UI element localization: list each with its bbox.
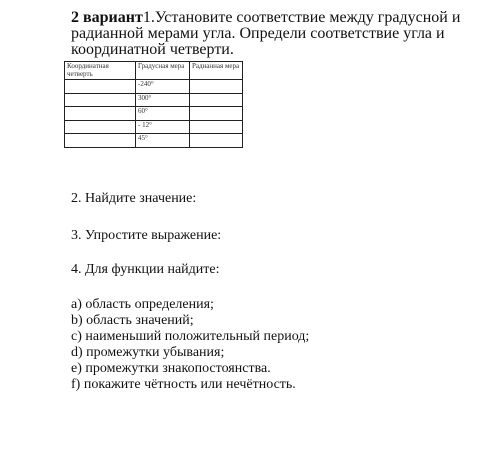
table-cell: [65, 80, 136, 94]
table-cell: [190, 80, 243, 94]
task-1-text-line-2: радианной мерами угла. Определи соответствие угла и: [71, 25, 445, 42]
table-cell: -240°: [136, 80, 190, 94]
table-row: [65, 120, 243, 134]
subtask-item: b) область значений;: [71, 313, 194, 328]
column-header-degree: Градусная мера: [136, 62, 190, 80]
table-cell: [65, 93, 136, 107]
subtask-item: c) наименьший положительный период;: [71, 329, 310, 344]
task-4: 4. Для функции найдите:: [71, 262, 220, 277]
angle-table: [64, 61, 243, 148]
variant-label: 2 вариант: [71, 9, 143, 26]
table-cell: 300°: [136, 93, 190, 107]
table-cell: [65, 134, 136, 148]
task-1-heading: [71, 10, 481, 58]
subtask-item: d) промежутки убывания;: [71, 345, 225, 360]
task-1-text-line-1: 1.Установите соответствие между градусной и: [142, 9, 461, 26]
table-row: [65, 107, 243, 121]
table-cell: [190, 107, 243, 121]
subtask-item: a) область определения;: [71, 297, 214, 312]
table-header-row: [65, 62, 243, 80]
table-cell: - 12°: [136, 120, 190, 134]
table-row: [65, 93, 243, 107]
subtask-item: f) покажите чётность или нечётность.: [71, 377, 296, 392]
task-3: 3. Упростите выражение:: [71, 228, 222, 243]
task-2: 2. Найдите значение:: [71, 191, 197, 206]
table-cell: [190, 93, 243, 107]
task-1-text-line-3: координатной четверти.: [71, 41, 234, 58]
table-cell: [65, 120, 136, 134]
subtask-item: e) промежутки знакопостоянства.: [71, 361, 271, 376]
table-cell: [190, 120, 243, 134]
table-cell: 60°: [136, 107, 190, 121]
column-header-quarter: Координатная четверть: [65, 62, 136, 80]
table-row: [65, 134, 243, 148]
table-row: [65, 80, 243, 94]
task-4-subtask-list: [71, 297, 309, 393]
table-cell: [65, 107, 136, 121]
column-header-radian: Радианная мера: [190, 62, 243, 80]
table-cell: 45°: [136, 134, 190, 148]
table-cell: [190, 134, 243, 148]
